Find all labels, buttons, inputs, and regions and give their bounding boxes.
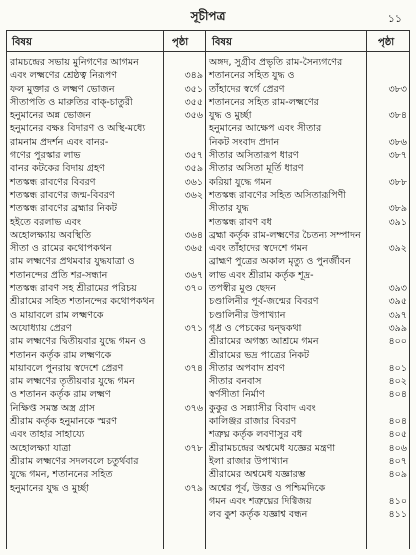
toc-entry — [209, 482, 407, 509]
entry-page: ৩৯৯ — [388, 322, 407, 334]
entry-page: ৩৮৩ — [388, 83, 407, 95]
toc-entry — [10, 415, 203, 455]
entry-title: রামচন্দ্রের সভায় মুনিগণের আগমন এবং লক্ষ্মণের শ্রেষ্ঠত্ব নিরূপণ — [10, 57, 139, 82]
toc-entry — [10, 162, 203, 175]
toc-entry — [209, 216, 407, 229]
entry-title: শতস্কন্ধ রাবণ বধ — [209, 216, 272, 228]
entry-title: চণ্ডালিনীর উপাখ্যান — [209, 309, 286, 321]
entry-title: শতস্কন্ধ রাবণ সহ শ্রীরামের পরিচয় — [10, 283, 137, 295]
entry-page: ৩৭৯ — [184, 482, 203, 494]
toc-entry — [209, 322, 407, 335]
entry-title: সীতার বনবাস — [209, 376, 262, 388]
entry-page: ৪১০ — [388, 495, 407, 507]
entry-title: ব্রহ্মা কর্তৃক রাম-লক্ষ্মণের চৈতন্য সম্পাদন এবং তাঁহাদের স্বদেশে গমন — [209, 229, 361, 255]
border-left — [6, 30, 7, 549]
left-page-header: পৃষ্ঠা — [172, 37, 189, 48]
entry-page: ৪০৫ — [388, 429, 407, 441]
toc-entry — [10, 83, 203, 96]
entry-title: শত্রুঘ্ন কর্তৃক লবণাসুর বধ — [209, 429, 303, 441]
entry-title: হনুমানের বক্ষঃ বিদারণ ও অস্থি-মধ্যে রামনাম প্রদর্শন এবং বানর- গণের পুরস্কার লাভ — [10, 123, 146, 162]
entry-page: ৪০৪ — [388, 416, 407, 428]
entry-page: ৩৫৯ — [184, 163, 203, 175]
entry-title: শতাননের সহিত রাম-লক্ষ্মণের যুদ্ধ ও মুর্চ্ছা — [209, 96, 319, 122]
toc-entry — [209, 349, 407, 376]
top-rule — [6, 30, 410, 31]
entry-page: ৩৯১ — [388, 216, 407, 228]
entry-title: সীতার অসিতা মূর্তি ধারণ করিয়া যুদ্ধে গমন — [209, 163, 304, 188]
entry-page: ৩৫১ — [184, 83, 203, 95]
entry-title: শতস্কন্ধ রাবণের ব্রহ্মার নিকট হইতে বরলাভ এবং অহোলক্ষ্যায় অবস্থিতি — [10, 203, 117, 241]
toc-entry — [209, 96, 407, 123]
toc-entry — [10, 96, 203, 109]
toc-entry — [209, 149, 407, 162]
toc-entry — [209, 309, 407, 322]
entry-title: শতস্কন্ধ রাবণের বিবরণ — [10, 176, 96, 188]
left-toc-column — [10, 56, 203, 495]
entry-page: ৩৫৬ — [184, 110, 203, 122]
toc-entry — [10, 255, 203, 282]
entry-title: চণ্ডালিনীর পূর্ব-জন্মের বিবরণ — [209, 296, 319, 308]
entry-page: ৪০৭ — [388, 455, 407, 467]
entry-title: কুকুর ও সন্ন্যাসীর বিবাদ এবং কালিঞ্জর রাজার বিবরণ — [209, 402, 316, 428]
entry-page: ৩৮৬ — [388, 136, 407, 148]
entry-title: শ্রীরামের সহিত শতানন্দের কথোপকথন ও মায়াবলে রাম লক্ষ্মণকে অযোধ্যায় প্রেরণ — [10, 296, 155, 334]
toc-entry — [10, 176, 203, 189]
entry-title: শতস্কন্ধ রাবণের জন্ম-বিবরণ — [10, 189, 115, 201]
border-right — [409, 30, 410, 549]
entry-title: শ্রীরাম কর্তৃক হনুমানকে স্মরণ এবং তাহার সাহায্যে অহোলক্ষ্যা যাত্রা — [10, 416, 118, 454]
page-number: ১১ — [387, 12, 402, 25]
toc-entry — [209, 162, 407, 189]
entry-title: সীতা ও রামের কথোপকথন — [10, 243, 112, 255]
entry-title: স্বর্ণসীতা নির্মাণ — [209, 389, 265, 401]
entry-title: শ্রীরাম লক্ষ্মণের সদলবলে চতুর্থবার যুদ্ধে গমন, শতাননের সহিত হনুমানের যুদ্ধ ও মুর্চ্ছা — [10, 455, 139, 494]
entry-title: শ্রীরামচন্দ্রের অশ্বমেধ যজ্ঞের মন্ত্রণা — [209, 442, 336, 454]
entry-page: ৩৮৯ — [388, 203, 407, 215]
page-title: সূচীপত্র — [190, 9, 226, 23]
entry-title: রাম লক্ষ্মণের প্রথমবার যুদ্ধযাত্রা ও শতানন্দের প্রতি শর-সন্ধান — [10, 256, 135, 281]
column-divider — [205, 30, 206, 549]
toc-entry — [10, 375, 203, 415]
entry-page: ৪০৬ — [388, 442, 407, 454]
toc-entry — [209, 189, 407, 216]
entry-page: ৩৯৩ — [388, 283, 407, 295]
entry-title: গৃধ্র ও পেচকের দ্বন্দ্বকথা — [209, 322, 302, 334]
entry-page: ৩৬৭ — [184, 269, 203, 281]
toc-entry — [209, 295, 407, 308]
toc-entry — [10, 455, 203, 495]
toc-entry — [209, 229, 407, 256]
toc-entry — [209, 468, 407, 481]
toc-entry — [10, 189, 203, 202]
entry-page: ৪০১ — [388, 362, 407, 374]
toc-entry — [209, 375, 407, 388]
entry-page: ৩৭৬ — [184, 402, 203, 414]
entry-page: ৩৯৭ — [388, 309, 407, 321]
entry-title: হনুমানের আক্ষেপ এবং সীতার নিকট সংবাদ প্রদান — [209, 123, 322, 148]
entry-page: ৩৫৭ — [184, 150, 203, 162]
toc-entry — [209, 442, 407, 455]
entry-title: সীতার অসিতারূপ ধারণ — [209, 150, 299, 162]
entry-title: ব্রাহ্মণ পুত্রের অকাল মৃত্যু ও পুনর্জীবন লাভ এবং শ্রীরাম কর্তৃক শূদ্র- তপস্বীর মুণ্ড ছেদন — [209, 256, 351, 295]
toc-entry — [209, 508, 407, 521]
toc-entry — [209, 428, 407, 441]
entry-title: শ্রীরামের অশ্বমেধ যজ্ঞারম্ভ — [209, 469, 306, 481]
entry-title: শ্রীরামের ভদ্র পাত্রের নিকট সীতার অপবাদ শ্রবণ — [209, 349, 310, 374]
entry-title: সীতাপতি ও মারুতির বাক্‌-চাতুরী — [10, 96, 133, 108]
left-subject-header: বিষয় — [12, 37, 32, 48]
entry-page: ৩৫৫ — [184, 96, 203, 108]
entry-page: ৩৯২ — [388, 243, 407, 255]
entry-title: রাম লক্ষ্মণের দ্বিতীয়বার যুদ্ধে গমন ও শতানন কর্তৃক রাম লক্ষ্মণকে মায়াবলে পুনরায় স্বদেশে প্রেরণ — [10, 336, 146, 374]
entry-title: শ্রীরামের অগস্ত্য আশ্রমে গমন — [209, 336, 319, 348]
toc-entry — [10, 282, 203, 295]
entry-page: ৩৮৪ — [388, 110, 407, 122]
entry-page: ৩৯৫ — [388, 296, 407, 308]
entry-title: হনুমানের অন্ন ভোজন — [10, 110, 91, 122]
entry-page: ৩৬২ — [184, 189, 203, 201]
toc-entry — [10, 202, 203, 242]
entry-page: ৩৬৪ — [184, 229, 203, 241]
entry-page: ৩৭৮ — [184, 442, 203, 454]
toc-entry — [10, 56, 203, 83]
toc-entry — [209, 402, 407, 429]
toc-entry — [10, 122, 203, 162]
entry-title: শতস্কন্ধ রাবণের সহিত অসিতারূপিণী সীতার যুদ্ধ — [209, 189, 346, 215]
entry-page: ৩৮৮ — [388, 176, 407, 188]
right-toc-column — [209, 56, 407, 521]
toc-entry — [10, 242, 203, 255]
entry-title: ফল মুক্তার ও লক্ষ্মণ ভোজন — [10, 83, 115, 95]
entry-page: ৪০২ — [388, 376, 407, 388]
entry-page: ৪১১ — [388, 509, 407, 521]
entry-page: ৩৮৭ — [388, 150, 407, 162]
entry-page: ৪০৪ — [388, 389, 407, 401]
entry-title: রাম লক্ষ্মণের তৃতীয়বার যুদ্ধে গমন ও শতানন কর্তৃক রাম লক্ষ্মণ নিক্ষিপ্ত সমস্ত অস্ত্র গ্রাস — [10, 376, 135, 414]
entry-page: ৩৪৯ — [184, 70, 203, 82]
toc-entry — [10, 295, 203, 335]
entry-title: অশ্বের পূর্ব, উত্তর ও পশ্চিমদিকে গমন এবং শত্রুঘ্নের দিগ্বিজয় — [209, 482, 326, 507]
entry-page: ৪০০ — [388, 336, 407, 348]
right-page-header: পৃষ্ঠা — [378, 37, 395, 48]
entry-page: ৪০৯ — [388, 469, 407, 481]
entry-page: ৩৬৫ — [184, 243, 203, 255]
entry-title: ইলা রাজার উপাখ্যান — [209, 455, 289, 467]
toc-entry — [10, 335, 203, 375]
toc-entry — [209, 56, 407, 96]
entry-title: অঙ্গদ, সুগ্রীব প্রভৃতি রাম-সৈন্যগণের শতাননের সহিত যুদ্ধ ও তাঁহাদের স্বর্গে প্রেরণ — [209, 57, 343, 95]
toc-entry — [209, 335, 407, 348]
toc-entry — [209, 455, 407, 468]
entry-title: বানর কটকের বিদায় গ্রহণ — [10, 163, 105, 175]
entry-page: ৩৭৪ — [184, 362, 203, 374]
entry-page: ৩৭১ — [184, 322, 203, 334]
entry-title: লব কুশ কর্তৃক যজ্ঞাশ্ব বন্ধন — [209, 509, 308, 521]
right-subject-header: বিষয় — [212, 37, 232, 48]
entry-page: ৩৭০ — [184, 283, 203, 295]
entry-page: ৩৬১ — [184, 176, 203, 188]
toc-entry — [209, 255, 407, 295]
toc-entry — [209, 122, 407, 149]
toc-entry — [10, 109, 203, 122]
toc-entry — [209, 388, 407, 401]
header-rule — [6, 51, 410, 52]
